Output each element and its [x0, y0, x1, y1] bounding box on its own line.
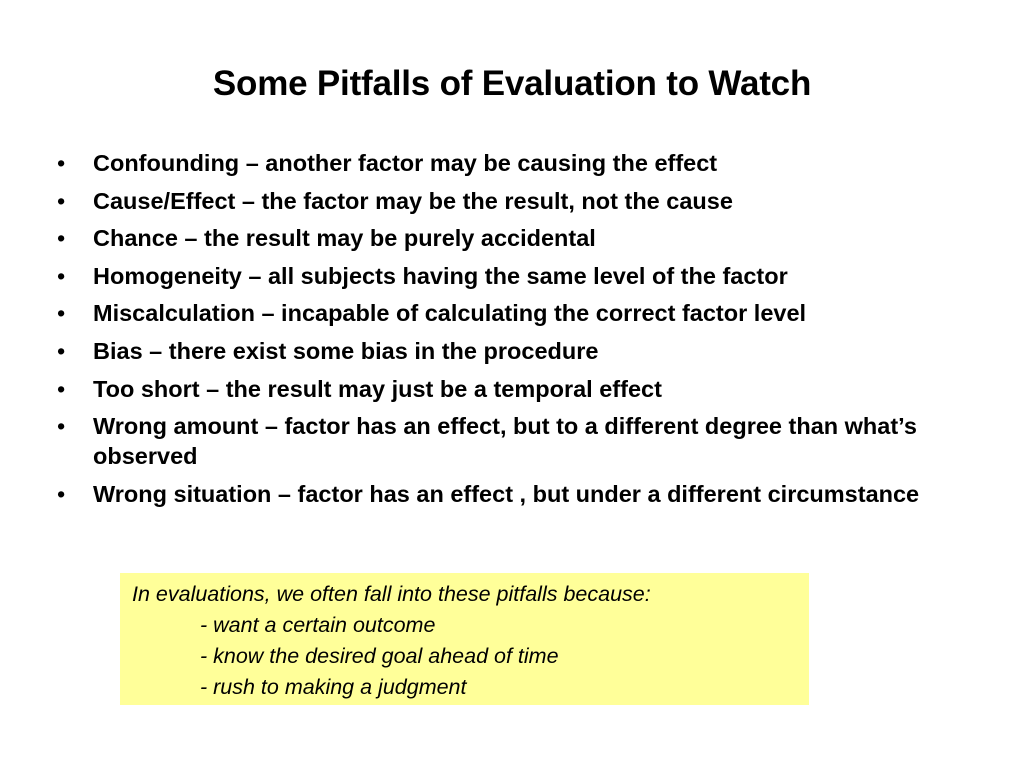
bullet-text: Wrong amount – factor has an effect, but to a different degree than what’s observed — [93, 413, 917, 470]
bullet-icon: • — [57, 337, 66, 364]
bullet-icon: • — [57, 375, 66, 402]
callout-heading: In evaluations, we often fall into these pitfalls because: — [132, 582, 651, 606]
list-item — [57, 148, 997, 178]
bullet-icon: • — [57, 225, 66, 252]
callout-box — [120, 573, 809, 705]
list-item — [57, 411, 997, 471]
bullet-text: Chance – the result may be purely accidental — [93, 225, 596, 252]
pitfalls-list — [57, 148, 997, 516]
bullet-text: Too short – the result may just be a temporal effect — [93, 375, 662, 402]
list-item — [57, 336, 997, 366]
bullet-icon: • — [57, 262, 66, 289]
list-item — [57, 479, 997, 509]
callout-reason: - want a certain outcome — [200, 613, 436, 637]
bullet-text: Bias – there exist some bias in the procedure — [93, 337, 599, 364]
bullet-text: Wrong situation – factor has an effect , but under a different circumstance — [93, 480, 920, 507]
bullet-icon: • — [57, 480, 66, 507]
bullet-icon: • — [57, 413, 66, 440]
list-item — [57, 186, 997, 216]
bullet-text: Homogeneity – all subjects having the same level of the factor — [93, 262, 788, 289]
list-item — [57, 298, 997, 328]
bullet-text: Cause/Effect – the factor may be the result, not the cause — [93, 187, 733, 214]
list-item — [57, 261, 997, 291]
bullet-icon: • — [57, 150, 66, 176]
slide-title: Some Pitfalls of Evaluation to Watch — [212, 64, 812, 103]
bullet-icon: • — [57, 300, 66, 327]
bullet-icon: • — [57, 187, 66, 214]
bullet-text: Miscalculation – incapable of calculating the correct factor level — [93, 300, 807, 327]
list-item — [57, 374, 997, 404]
bullet-text: Confounding – another factor may be causing the effect — [93, 150, 718, 176]
callout-reason: - know the desired goal ahead of time — [200, 644, 559, 668]
callout-reason: - rush to making a judgment — [200, 675, 467, 699]
list-item — [57, 223, 997, 253]
